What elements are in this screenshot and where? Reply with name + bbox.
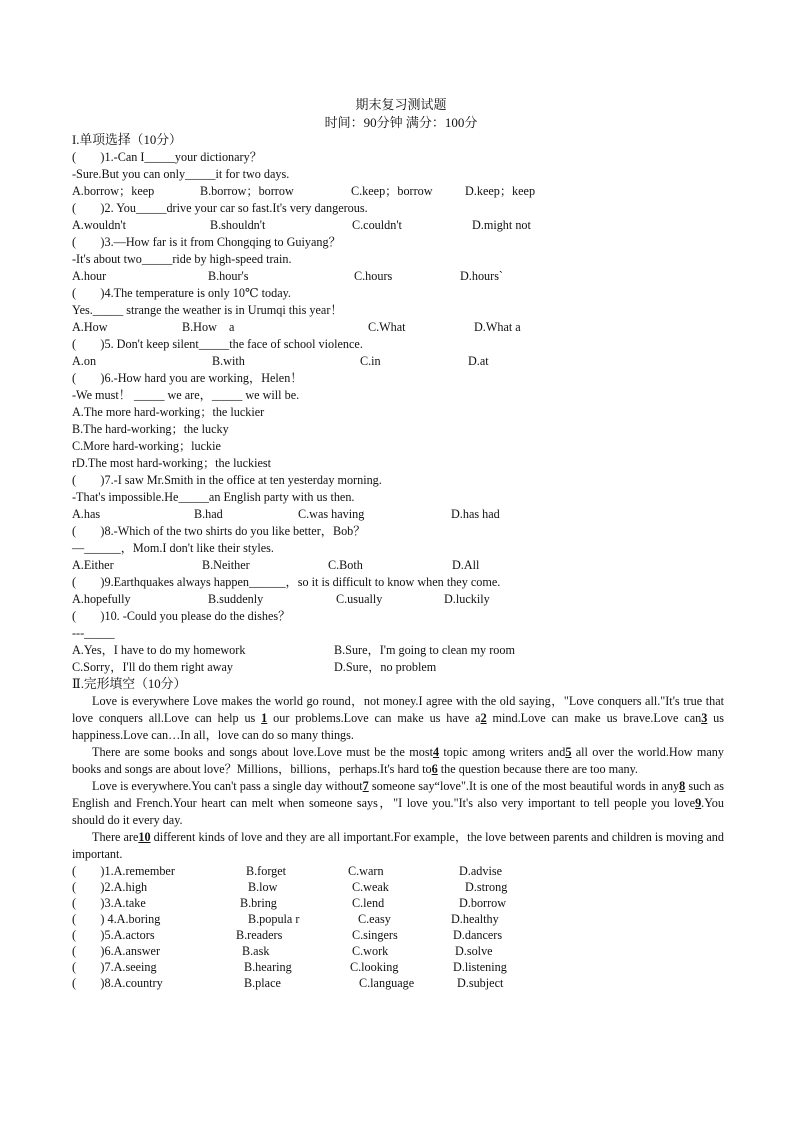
question-stem: ( )2. You_____drive your car so fast.It's very dangerous. <box>72 201 368 215</box>
blank-number: 8 <box>679 779 686 793</box>
blank-number: 7 <box>362 779 369 793</box>
question-stem: ( )5. Don't keep silent_____the face of school violence. <box>72 337 363 351</box>
option-c: C.Both <box>328 558 363 572</box>
option-a: A.Either <box>72 558 114 572</box>
option-c: C.easy <box>358 912 391 926</box>
option-b: B.had <box>194 507 223 521</box>
option-b: B.hearing <box>244 960 292 974</box>
cloze-option-row <box>72 975 724 991</box>
option-b: B.borrow；borrow <box>200 184 294 198</box>
option-a: ( )8.A.country <box>72 976 163 990</box>
option-c: C.hours <box>354 269 393 283</box>
options-row <box>72 591 724 608</box>
question-stem: ( )8.-Which of the two shirts do you like better，Bob？ <box>72 524 366 538</box>
option-d: D.strong <box>465 880 508 894</box>
option-b: B.hour's <box>208 269 249 283</box>
options-row <box>72 642 724 659</box>
option-a: ( )2.A.high <box>72 880 148 894</box>
question-stem-reply: -It's about two_____ride by high-speed train. <box>72 252 292 266</box>
option-a: A.on <box>72 354 97 368</box>
section-heading-single-choice: I.单项选择（10分） <box>72 133 182 147</box>
option-c: C.What <box>368 320 406 334</box>
option-d: D.dancers <box>453 928 503 942</box>
cloze-option-row <box>72 911 724 927</box>
option-d: D.Sure，no problem <box>334 660 437 674</box>
option-c: C.weak <box>352 880 389 894</box>
options-row <box>72 557 724 574</box>
options-row <box>72 268 724 285</box>
question-stem: ( )10. -Could you please do the dishes？ <box>72 609 291 623</box>
passage-text: Love is everywhere Love makes the world go round，not money.I agree with the old saying，"Love conquers all."It's true that love conquers all.Love can help us <box>72 694 724 725</box>
option-a: ( )7.A.seeing <box>72 960 157 974</box>
question-stem-reply: -We must！ _____ we are，_____ we will be. <box>72 388 300 402</box>
option-a: A.The more hard-working；the luckier <box>72 405 265 419</box>
blank-number: 10 <box>138 830 151 844</box>
option-b: B.place <box>244 976 281 990</box>
passage-text: Love is everywhere.You can't pass a single day without <box>92 779 363 793</box>
options-row <box>72 506 724 523</box>
option-b: B.Sure，I'm going to clean my room <box>334 643 515 657</box>
option-d: D.listening <box>453 960 507 974</box>
option-c: C.usually <box>336 592 383 606</box>
blank-number: 5 <box>565 745 572 759</box>
question-stem: ( )9.Earthquakes always happen______，so it is difficult to know when they come. <box>72 575 501 589</box>
option-d: D.All <box>452 558 480 572</box>
option-d: rD.The most hard-working；the luckiest <box>72 456 272 470</box>
option-c: C.Sorry，I'll do them right away <box>72 660 233 674</box>
section-heading-cloze: Ⅱ.完形填空（10分） <box>72 677 187 691</box>
option-d: D.healthy <box>451 912 499 926</box>
passage-text: different kinds of love and they are all important.For example，the love between parents and children is moving and important. <box>72 830 724 861</box>
passage-text: the question because there are too many. <box>437 762 638 776</box>
option-c: C.couldn't <box>352 218 402 232</box>
page-subtitle: 时间：90分钟 满分：100分 <box>324 115 478 130</box>
question-stem: ( )4.The temperature is only 10℃ today. <box>72 286 291 300</box>
option-a: A.How <box>72 320 108 334</box>
option-c: C.warn <box>348 864 384 878</box>
option-b: B.ask <box>242 944 270 958</box>
page-title: 期末复习测试题 <box>355 97 447 112</box>
option-a: A.wouldn't <box>72 218 126 232</box>
option-d: D.borrow <box>459 896 507 910</box>
option-d: D.has had <box>451 507 500 521</box>
passage-text: such as English and French.Your heart can melt when someone says，"I love you."It's also very important to tell people you love <box>72 779 724 810</box>
option-a: A.borrow；keep <box>72 184 155 198</box>
cloze-option-row <box>72 943 724 959</box>
cloze-option-row <box>72 959 724 975</box>
blank-number: 3 <box>701 711 708 725</box>
cloze-options <box>72 863 724 991</box>
option-c: C.was having <box>298 507 365 521</box>
option-b: B.suddenly <box>208 592 264 606</box>
passage-text: topic among writers and <box>439 745 566 759</box>
passage-text: someone say“love".It is one of the most beautiful words in any <box>368 779 680 793</box>
exam-page <box>72 96 724 991</box>
cloze-paragraph-1 <box>72 693 724 744</box>
option-b: B.How a <box>182 320 235 334</box>
question-stem-reply: ---_____ <box>72 626 115 640</box>
question-stem: ( )3.—How far is it from Chongqing to Guiyang？ <box>72 235 341 249</box>
option-a: A.Yes，I have to do my homework <box>72 643 246 657</box>
option-a: A.hour <box>72 269 107 283</box>
question-stem-reply: —______，Mom.I don't like their styles. <box>72 541 274 555</box>
blank-number: 9 <box>695 796 702 810</box>
option-c: C.keep；borrow <box>351 184 433 198</box>
option-a: ( ) 4.A.boring <box>72 912 161 926</box>
cloze-paragraph-2 <box>72 744 724 778</box>
option-c: C.singers <box>352 928 398 942</box>
option-d: D.keep；keep <box>465 184 536 198</box>
passage-text: There are <box>92 830 139 844</box>
option-d: D.What a <box>474 320 521 334</box>
passage-text: us happiness.Love can…In all，love can do so many things. <box>72 711 725 742</box>
blank-number: 4 <box>432 745 440 759</box>
option-a: ( )1.A.remember <box>72 864 175 878</box>
option-c: C.lend <box>352 896 385 910</box>
blank-number: 6 <box>431 762 438 776</box>
cloze-paragraph-3 <box>72 778 724 829</box>
option-a: A.hopefully <box>72 592 131 606</box>
question-stem-reply: -That's impossible.He_____an English party with us then. <box>72 490 355 504</box>
options-row <box>72 217 724 234</box>
cloze-option-row <box>72 863 724 879</box>
option-d: D.advise <box>459 864 502 878</box>
question-stem-reply: Yes._____ strange the weather is in Urumqi this year！ <box>72 303 343 317</box>
option-b: B.Neither <box>202 558 250 572</box>
passage-text: .You should do it every day. <box>72 796 724 827</box>
option-a: ( )6.A.answer <box>72 944 160 958</box>
option-a: ( )3.A.take <box>72 896 146 910</box>
option-d: D.at <box>468 354 489 368</box>
option-c: C.language <box>359 976 415 990</box>
option-b: B.The hard-working；the lucky <box>72 422 229 436</box>
options-row <box>72 183 724 200</box>
option-b: B.shouldn't <box>210 218 266 232</box>
option-c: C.work <box>352 944 389 958</box>
question-stem: ( )6.-How hard you are working，Helen！ <box>72 371 303 385</box>
option-b: B.forget <box>246 864 287 878</box>
question-stem-reply: -Sure.But you can only_____it for two days. <box>72 167 290 181</box>
cloze-option-row <box>72 895 724 911</box>
option-d: D.solve <box>455 944 493 958</box>
cloze-option-row <box>72 927 724 943</box>
blank-number: 2 <box>480 711 487 725</box>
option-d: D.might not <box>472 218 531 232</box>
options-row <box>72 659 724 676</box>
passage-text: There are some books and songs about love.Love must be the most <box>92 745 433 759</box>
option-a: ( )5.A.actors <box>72 928 155 942</box>
question-stem: ( )1.-Can I_____your dictionary？ <box>72 150 262 164</box>
option-c: C.looking <box>350 960 399 974</box>
passage-text: our problems.Love can make us have a <box>267 711 481 725</box>
option-b: B.popula r <box>248 912 300 926</box>
passage-text: mind.Love can make us brave.Love can <box>486 711 702 725</box>
option-d: D.luckily <box>444 592 490 606</box>
passage-text: all over the world.How many books and songs are about love？Millions，billions，perhaps.It's hard to <box>72 745 724 776</box>
option-b: B.readers <box>236 928 283 942</box>
cloze-paragraph-4 <box>72 829 724 863</box>
option-d: D.hours` <box>460 269 503 283</box>
option-b: B.low <box>248 880 278 894</box>
option-b: B.bring <box>240 896 277 910</box>
blank-number: 1 <box>261 711 268 725</box>
option-b: B.with <box>212 354 245 368</box>
option-c: C.in <box>360 354 381 368</box>
options-row <box>72 353 724 370</box>
options-row <box>72 319 724 336</box>
cloze-option-row <box>72 879 724 895</box>
option-a: A.has <box>72 507 101 521</box>
option-d: D.subject <box>457 976 504 990</box>
question-stem: ( )7.-I saw Mr.Smith in the office at ten yesterday morning. <box>72 473 382 487</box>
option-c: C.More hard-working；luckie <box>72 439 221 453</box>
